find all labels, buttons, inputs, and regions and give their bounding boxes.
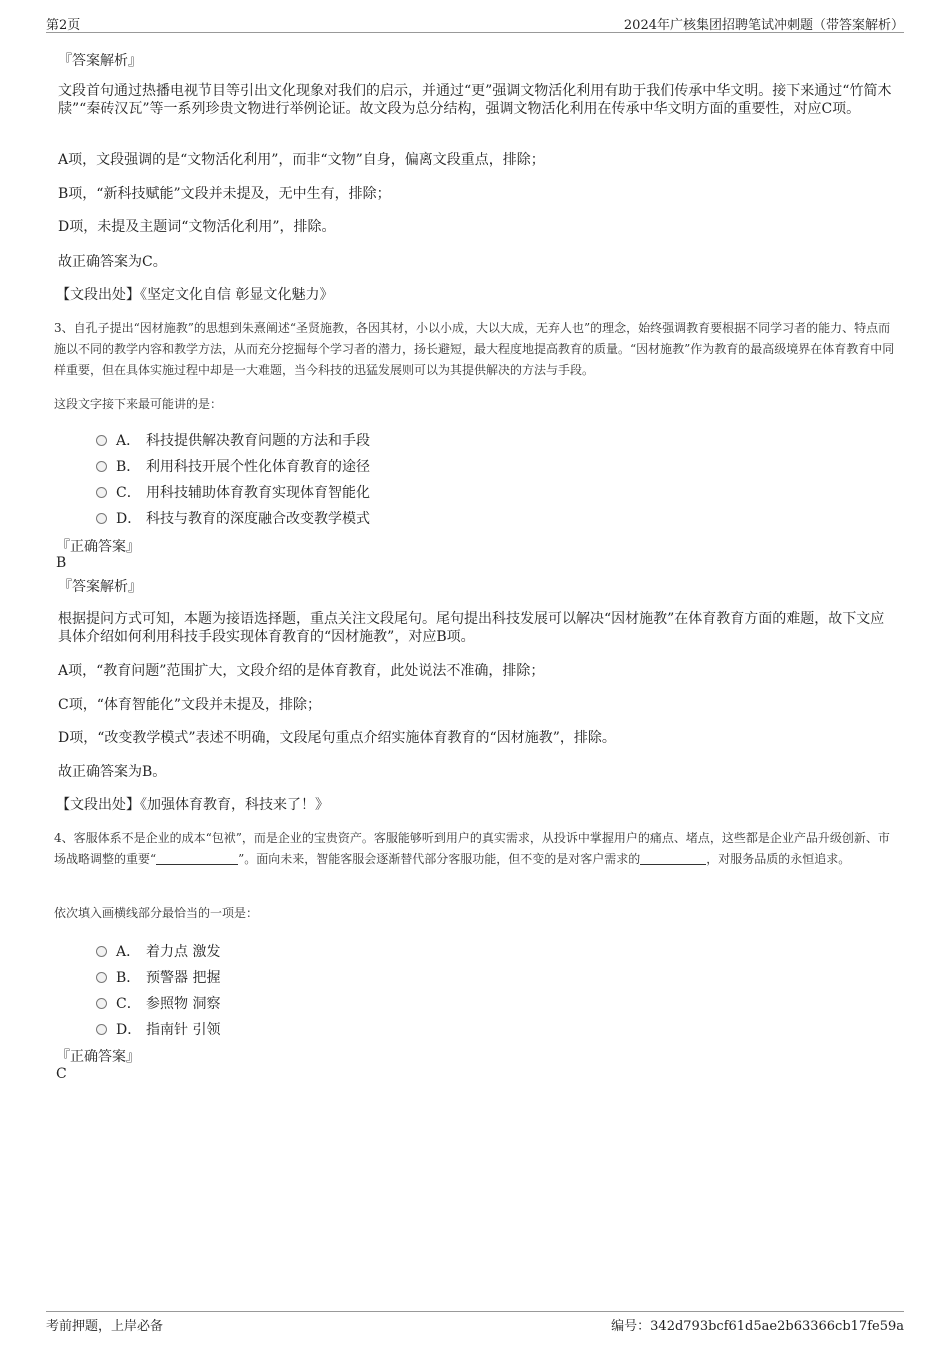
q3-option-b[interactable] — [96, 456, 370, 476]
q4-stem — [54, 828, 900, 870]
q3-correct-label: 『正确答案』 — [56, 539, 140, 555]
document-title: 2024年广核集团招聘笔试冲刺题（带答案解析） — [623, 18, 904, 33]
radio-icon[interactable] — [96, 1024, 107, 1035]
q3-option-c[interactable] — [96, 482, 370, 502]
q3-prompt: 这段文字接下来最可能讲的是： — [54, 397, 223, 411]
option-text: 指南针 引领 — [146, 1022, 221, 1038]
q2-analysis-a: A项，文段强调的是“文物活化利用”，而非“文物”自身，偏离文段重点，排除； — [58, 152, 545, 168]
q2-analysis-b: B项，“新科技赋能”文段并未提及，无中生有，排除； — [58, 186, 391, 202]
radio-icon[interactable] — [96, 487, 107, 498]
q2-analysis-body: 文段首句通过热播电视节目等引出文化现象对我们的启示，并通过“更”强调文物活化利用有助于我们传承中华文明。接下来通过“竹简木牍”“秦砖汉瓦”等一系列珍贵文物进行举例论证。故文段为总分结构，强调文物活化利用在传承中华文明方面的重要性，对应C项。 — [58, 83, 892, 117]
option-key: D． — [116, 1022, 142, 1038]
q3-analysis-c: C项，“体育智能化”文段并未提及，排除； — [58, 697, 322, 713]
option-key: A． — [116, 944, 141, 960]
option-text: 参照物 洞察 — [146, 996, 221, 1012]
option-key: D． — [116, 511, 142, 527]
q3-source: 【文段出处】《加强体育教育，科技来了！》 — [56, 797, 329, 813]
option-key: B． — [116, 970, 141, 986]
q4-option-d[interactable] — [96, 1019, 220, 1039]
option-text: 预警器 把握 — [146, 970, 221, 986]
q3-analysis-a: A项，“教育问题”范围扩大，文段介绍的是体育教育，此处说法不准确，排除； — [58, 663, 545, 679]
page-footer — [46, 1311, 904, 1334]
q4-correct-label: 『正确答案』 — [56, 1049, 140, 1065]
code-label: 编号： — [611, 1319, 651, 1334]
q4-stem-part3: ，对服务品质的永恒追求。 — [706, 852, 851, 866]
option-text: 科技与教育的深度融合改变教学模式 — [146, 511, 370, 527]
q4-correct-answer: C — [56, 1066, 67, 1082]
q3-conclusion: 故正确答案为B。 — [58, 764, 167, 780]
code-value: 342d793bcf61d5ae2b63366cb17fe59a — [650, 1319, 904, 1334]
option-text: 用科技辅助体育教育实现体育智能化 — [146, 485, 370, 501]
q4-prompt: 依次填入画横线部分最恰当的一项是： — [54, 906, 259, 920]
q3-option-a[interactable] — [96, 430, 370, 450]
q4-option-a[interactable] — [96, 941, 220, 961]
q3-analysis-body: 根据提问方式可知，本题为接语选择题，重点关注文段尾句。尾句提出科技发展可以解决“因材施教”在体育教育方面的难题，故下文应具体介绍如何利用科技手段实现体育教育的“因材施教”，对应B项。 — [58, 611, 885, 645]
fill-blank-1 — [156, 852, 238, 865]
option-key: C． — [116, 996, 141, 1012]
q2-source: 【文段出处】《坚定文化自信 彰显文化魅力》 — [56, 287, 334, 303]
option-key: C． — [116, 485, 141, 501]
q3-correct-answer: B — [56, 555, 67, 571]
fill-blank-2 — [640, 852, 706, 865]
document-code — [611, 1315, 904, 1334]
q2-conclusion: 故正确答案为C。 — [58, 254, 167, 270]
radio-icon[interactable] — [96, 946, 107, 957]
option-key: B． — [116, 459, 141, 475]
option-text: 利用科技开展个性化体育教育的途径 — [146, 459, 370, 475]
option-text: 科技提供解决教育问题的方法和手段 — [146, 433, 370, 449]
radio-icon[interactable] — [96, 998, 107, 1009]
q3-stem: 3、自孔子提出“因材施教”的思想到朱熹阐述“圣贤施教，各因其材，小以小成，大以大成，无弃人也”的理念，始终强调教育要根据不同学习者的能力、特点而施以不同的教学内容和教学方法，从而充分挖掘每个学习者的潜力，扬长避短，最大程度地提高教育的质量。“因材施教”作为教育的最高级境界在体育教育中同样重要，但在具体实施过程中却是一大难题，当今科技的迅猛发展则可以为其提供解决的方法与手段。 — [54, 321, 895, 377]
q4-stem-part2: ”。面向未来，智能客服会逐渐替代部分客服功能，但不变的是对客户需求的 — [238, 852, 641, 866]
q4-option-b[interactable] — [96, 967, 220, 987]
radio-icon[interactable] — [96, 972, 107, 983]
q3-option-d[interactable] — [96, 508, 370, 528]
page-header — [46, 14, 904, 33]
q2-analysis-d: D项，未提及主题词“文物活化利用”，排除。 — [58, 219, 336, 235]
q2-analysis-label: 『答案解析』 — [58, 53, 142, 69]
q4-option-c[interactable] — [96, 993, 220, 1013]
option-text: 着力点 激发 — [146, 944, 221, 960]
q4-stem-part1: 4、客服体系不是企业的成本“包袱”，而是企业的宝贵资产。客服能够听到用户的真实需求，从投诉中掌握用户的痛点、堵点，这些都是企业产品升级创新、市场战略调整的重要“ — [54, 831, 890, 866]
page-number: 第2页 — [46, 18, 81, 33]
radio-icon[interactable] — [96, 435, 107, 446]
radio-icon[interactable] — [96, 461, 107, 472]
q3-analysis-label: 『答案解析』 — [58, 579, 142, 595]
q3-analysis-d: D项，“改变教学模式”表述不明确，文段尾句重点介绍实施体育教育的“因材施教”，排除。 — [58, 730, 616, 746]
footer-slogan: 考前押题，上岸必备 — [46, 1319, 164, 1334]
radio-icon[interactable] — [96, 513, 107, 524]
option-key: A． — [116, 433, 141, 449]
